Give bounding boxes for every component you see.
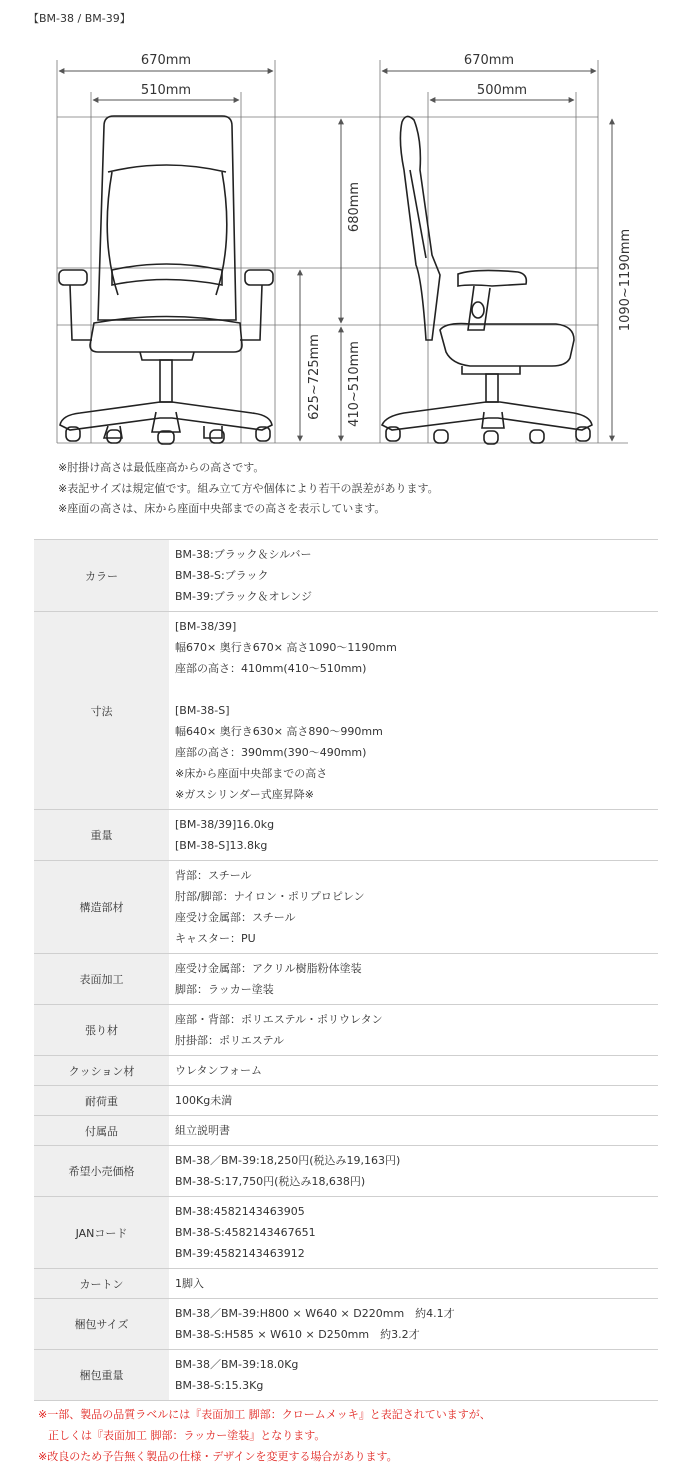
- diagram-notes: [58, 458, 439, 520]
- note-line: ※座面の高さは、床から座面中央部までの高さを表示しています。: [58, 502, 386, 515]
- spec-label: クッション材: [34, 1056, 169, 1086]
- spec-value-line: キャスター：PU: [175, 932, 256, 945]
- spec-value-line: 座部・背部：ポリエステル・ポリウレタン: [175, 1013, 383, 1026]
- spec-value-line: BM-38-S:4582143467651: [175, 1226, 316, 1239]
- front-width-label: 670mm: [140, 53, 192, 68]
- spec-label: 張り材: [34, 1005, 169, 1056]
- spec-label: 耐荷重: [34, 1086, 169, 1116]
- spec-value-line: 幅670× 奥行き670× 高さ1090～1190mm: [175, 641, 397, 654]
- spec-value-line: 座部の高さ：410mm(410～510mm): [175, 662, 367, 675]
- spec-label: 梱包サイズ: [34, 1299, 169, 1350]
- spec-row: [34, 954, 658, 1005]
- spec-value-line: 肘部/脚部：ナイロン・ポリプロピレン: [175, 890, 365, 903]
- spec-row: [34, 810, 658, 861]
- spec-value-line: 1脚入: [175, 1277, 204, 1290]
- spec-table: [34, 539, 658, 1401]
- spec-label: 梱包重量: [34, 1350, 169, 1401]
- spec-value: [169, 1056, 658, 1086]
- chair-drawing: [0, 40, 680, 460]
- spec-value-line: 肘掛部：ポリエステル: [175, 1034, 285, 1047]
- spec-label: カートン: [34, 1269, 169, 1299]
- spec-value-line: 背部：スチール: [175, 869, 252, 882]
- spec-value: [169, 954, 658, 1005]
- spec-value-line: 座受け金属部：スチール: [175, 911, 296, 924]
- spec-value-line: ※床から座面中央部までの高さ: [175, 767, 328, 780]
- spec-row: [34, 1350, 658, 1401]
- spec-value: [169, 861, 658, 954]
- spec-value-line: ウレタンフォーム: [175, 1064, 263, 1077]
- spec-label: 重量: [34, 810, 169, 861]
- spec-value-line: [BM-38-S]13.8kg: [175, 839, 268, 852]
- spec-value: [169, 1146, 658, 1197]
- spec-value-line: BM-38:4582143463905: [175, 1205, 305, 1218]
- spec-value-line: BM-38-S:H585 × W610 × D250mm 約3.2才: [175, 1328, 420, 1341]
- spec-value: [169, 1116, 658, 1146]
- spec-row: [34, 861, 658, 954]
- spec-label: JANコード: [34, 1197, 169, 1269]
- spec-value-line: ※ガスシリンダー式座昇降※: [175, 788, 314, 801]
- chair-side-view: [382, 116, 592, 444]
- spec-row: [34, 1197, 658, 1269]
- note-line: ※肘掛け高さは最低座高からの高さです。: [58, 461, 265, 474]
- spec-value-line: 幅640× 奥行き630× 高さ890～990mm: [175, 725, 383, 738]
- spec-label: 構造部材: [34, 861, 169, 954]
- spec-value: [169, 1269, 658, 1299]
- spec-row: [34, 1269, 658, 1299]
- spec-value-line: BM-39:4582143463912: [175, 1247, 305, 1260]
- spec-value-line: 組立説明書: [175, 1124, 230, 1137]
- spec-value-line: 100Kg未満: [175, 1094, 233, 1107]
- chair-dimension-diagram: [0, 40, 680, 460]
- footnotes: [38, 1404, 491, 1467]
- spec-value-line: BM-38:ブラック＆シルバー: [175, 548, 312, 561]
- spec-row: [34, 612, 658, 810]
- spec-value-line: [BM-38-S]: [175, 704, 230, 717]
- side-depth-label: 500mm: [476, 83, 528, 98]
- footnote-design-change: ※改良のため予告無く製品の仕様・デザインを変更する場合があります。: [38, 1450, 398, 1463]
- spec-label: 付属品: [34, 1116, 169, 1146]
- spec-row: [34, 1116, 658, 1146]
- seat-height-label: 410~510mm: [347, 341, 362, 427]
- spec-row: [34, 1056, 658, 1086]
- spec-value: [169, 1299, 658, 1350]
- spec-value-line: BM-38-S:17,750円(税込み18,638円): [175, 1175, 366, 1188]
- spec-value: [169, 1197, 658, 1269]
- spec-value-line: BM-38-S:15.3Kg: [175, 1379, 264, 1392]
- back-height-label: 680mm: [347, 181, 362, 233]
- spec-value-line: BM-38／BM-39:18,250円(税込み19,163円): [175, 1154, 401, 1167]
- spec-value-line: 脚部：ラッカー塗装: [175, 983, 274, 996]
- note-line: ※表記サイズは規定値です。組み立て方や個体により若干の誤差があります。: [58, 481, 439, 495]
- spec-value-line: BM-38-S:ブラック: [175, 569, 269, 582]
- spec-row: [34, 1005, 658, 1056]
- spec-value-line: BM-38／BM-39:18.0Kg: [175, 1358, 299, 1371]
- page-title: 【BM-38 / BM-39】: [28, 12, 131, 25]
- side-width-label: 670mm: [463, 53, 515, 68]
- spec-value-line: BM-39:ブラック＆オレンジ: [175, 590, 312, 603]
- spec-value: [169, 810, 658, 861]
- footnote-correction-line2: 正しくは『表面加工 脚部：ラッカー塗装』となります。: [48, 1429, 326, 1442]
- spec-value: [169, 1350, 658, 1401]
- spec-value-line: 座部の高さ：390mm(390～490mm): [175, 746, 367, 759]
- footnote-correction-line1: ※一部、製品の品質ラベルには『表面加工 脚部：クロームメッキ』と表記されていますが、: [38, 1408, 491, 1421]
- armrest-height-label: 625~725mm: [307, 334, 322, 420]
- spec-value-line: [175, 679, 658, 700]
- spec-value-line: [BM-38/39]16.0kg: [175, 818, 275, 831]
- spec-row: [34, 1299, 658, 1350]
- spec-value: [169, 1005, 658, 1056]
- spec-value: [169, 1086, 658, 1116]
- spec-value: [169, 612, 658, 810]
- spec-row: [34, 1086, 658, 1116]
- spec-value-line: [BM-38/39]: [175, 620, 237, 633]
- spec-label: カラー: [34, 540, 169, 612]
- spec-value-line: 座受け金属部：アクリル樹脂粉体塗装: [175, 962, 362, 975]
- total-height-label: 1090~1190mm: [618, 228, 633, 332]
- spec-row: [34, 540, 658, 612]
- spec-label: 表面加工: [34, 954, 169, 1005]
- spec-label: 寸法: [34, 612, 169, 810]
- spec-row: [34, 1146, 658, 1197]
- spec-label: 希望小売価格: [34, 1146, 169, 1197]
- dimension-arrows: [59, 71, 612, 441]
- front-seat-width-label: 510mm: [140, 83, 192, 98]
- reference-lines: [57, 60, 628, 443]
- spec-value: [169, 540, 658, 612]
- spec-value-line: BM-38／BM-39:H800 × W640 × D220mm 約4.1才: [175, 1307, 455, 1320]
